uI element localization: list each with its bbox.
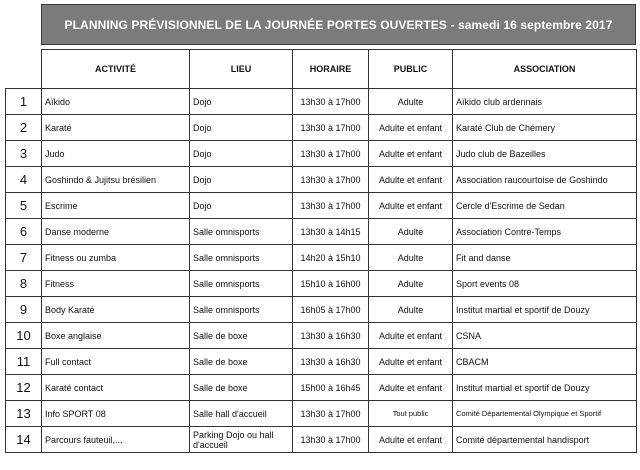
cell-public: Adulte et enfant — [369, 323, 453, 349]
row-number: 14 — [6, 427, 42, 453]
table-row — [6, 167, 637, 193]
cell-activite: Info SPORT 08 — [42, 401, 190, 427]
cell-horaire: 13h30 à 16h30 — [293, 349, 369, 375]
cell-public: Adulte et enfant — [369, 193, 453, 219]
cell-association: Institut martial et sportif de Douzy — [453, 375, 637, 401]
table-header-row — [6, 50, 637, 89]
cell-public: Adulte — [369, 219, 453, 245]
cell-activite: Escrime — [42, 193, 190, 219]
cell-horaire: 16h05 à 17h00 — [293, 297, 369, 323]
table-row — [6, 297, 637, 323]
header-horaire: HORAIRE — [293, 50, 369, 89]
row-number: 11 — [6, 349, 42, 375]
cell-lieu: Dojo — [190, 141, 293, 167]
cell-horaire: 14h20 à 15h10 — [293, 245, 369, 271]
table-row — [6, 115, 637, 141]
table-row — [6, 375, 637, 401]
cell-activite: Fitness — [42, 271, 190, 297]
cell-association: Comité départemental handisport — [453, 427, 637, 453]
cell-activite: Boxe anglaise — [42, 323, 190, 349]
row-number: 8 — [6, 271, 42, 297]
cell-activite: Aïkido — [42, 89, 190, 115]
table-row — [6, 245, 637, 271]
cell-horaire: 15h00 à 16h45 — [293, 375, 369, 401]
row-number: 13 — [6, 401, 42, 427]
cell-activite: Full contact — [42, 349, 190, 375]
cell-lieu: Salle omnisports — [190, 245, 293, 271]
cell-public: Adulte — [369, 245, 453, 271]
cell-lieu: Parking Dojo ou hall d'accueil — [190, 427, 293, 453]
cell-horaire: 13h30 à 17h00 — [293, 115, 369, 141]
cell-association: Institut martial et sportif de Douzy — [453, 297, 637, 323]
cell-lieu: Dojo — [190, 115, 293, 141]
cell-lieu: Salle omnisports — [190, 271, 293, 297]
table-row — [6, 193, 637, 219]
cell-horaire: 13h30 à 17h00 — [293, 193, 369, 219]
table-row — [6, 89, 637, 115]
row-number: 6 — [6, 219, 42, 245]
cell-horaire: 13h30 à 17h00 — [293, 167, 369, 193]
cell-association: Association Contre-Temps — [453, 219, 637, 245]
cell-horaire: 13h30 à 16h30 — [293, 323, 369, 349]
table-row — [6, 401, 637, 427]
cell-association: Aïkido club ardennais — [453, 89, 637, 115]
cell-public: Adulte — [369, 89, 453, 115]
table-row — [6, 349, 637, 375]
header-association: ASSOCIATION — [453, 50, 637, 89]
row-number: 7 — [6, 245, 42, 271]
cell-activite: Danse moderne — [42, 219, 190, 245]
planning-table — [5, 49, 637, 453]
header-lieu: LIEU — [190, 50, 293, 89]
cell-activite: Judo — [42, 141, 190, 167]
table-row — [6, 323, 637, 349]
cell-lieu: Salle omnisports — [190, 219, 293, 245]
header-public: PUBLIC — [369, 50, 453, 89]
cell-activite: Karaté contact — [42, 375, 190, 401]
table-body — [6, 89, 637, 453]
cell-lieu: Dojo — [190, 167, 293, 193]
cell-public: Adulte et enfant — [369, 349, 453, 375]
cell-public: Adulte — [369, 271, 453, 297]
table-row — [6, 271, 637, 297]
cell-public: Adulte et enfant — [369, 115, 453, 141]
cell-lieu: Dojo — [190, 193, 293, 219]
cell-lieu: Dojo — [190, 89, 293, 115]
cell-lieu: Salle de boxe — [190, 349, 293, 375]
cell-activite: Body Karaté — [42, 297, 190, 323]
page-title: PLANNING PRÉVISIONNEL DE LA JOURNÉE PORTES OUVERTES - samedi 16 septembre 2017 — [41, 4, 636, 45]
cell-association: CSNA — [453, 323, 637, 349]
header-number-blank — [6, 50, 42, 89]
cell-activite: Karaté — [42, 115, 190, 141]
cell-association: Sport events 08 — [453, 271, 637, 297]
row-number: 12 — [6, 375, 42, 401]
cell-public: Adulte — [369, 297, 453, 323]
cell-public: Tout public — [369, 401, 453, 427]
cell-lieu: Salle de boxe — [190, 375, 293, 401]
cell-public: Adulte et enfant — [369, 375, 453, 401]
cell-public: Adulte et enfant — [369, 141, 453, 167]
table-row — [6, 219, 637, 245]
planning-sheet — [5, 4, 636, 466]
cell-public: Adulte et enfant — [369, 427, 453, 453]
cell-lieu: Salle hall d'accueil — [190, 401, 293, 427]
cell-association: Karaté Club de Chémery — [453, 115, 637, 141]
cell-association: Fit and danse — [453, 245, 637, 271]
row-number: 10 — [6, 323, 42, 349]
cell-association: Judo club de Bazeilles — [453, 141, 637, 167]
cell-association: Association raucourtoise de Goshindo — [453, 167, 637, 193]
cell-association: CBACM — [453, 349, 637, 375]
cell-lieu: Salle de boxe — [190, 323, 293, 349]
table-row — [6, 427, 637, 453]
header-activite: ACTIVITÉ — [42, 50, 190, 89]
row-number: 4 — [6, 167, 42, 193]
cell-horaire: 13h30 à 14h15 — [293, 219, 369, 245]
row-number: 1 — [6, 89, 42, 115]
row-number: 3 — [6, 141, 42, 167]
cell-association: Comité Départemental Olympique et Sportif — [453, 401, 637, 427]
cell-lieu: Salle omnisports — [190, 297, 293, 323]
cell-horaire: 15h10 à 16h00 — [293, 271, 369, 297]
row-number: 2 — [6, 115, 42, 141]
cell-horaire: 13h30 à 17h00 — [293, 401, 369, 427]
cell-association: Cercle d'Escrime de Sedan — [453, 193, 637, 219]
cell-activite: Fitness ou zumba — [42, 245, 190, 271]
row-number: 9 — [6, 297, 42, 323]
cell-horaire: 13h30 à 17h00 — [293, 89, 369, 115]
table-row — [6, 141, 637, 167]
cell-activite: Goshindo & Jujitsu brésilien — [42, 167, 190, 193]
cell-horaire: 13h30 à 17h00 — [293, 141, 369, 167]
cell-public: Adulte et enfant — [369, 167, 453, 193]
cell-activite: Parcours fauteuil,... — [42, 427, 190, 453]
row-number: 5 — [6, 193, 42, 219]
cell-horaire: 13h30 à 17h00 — [293, 427, 369, 453]
